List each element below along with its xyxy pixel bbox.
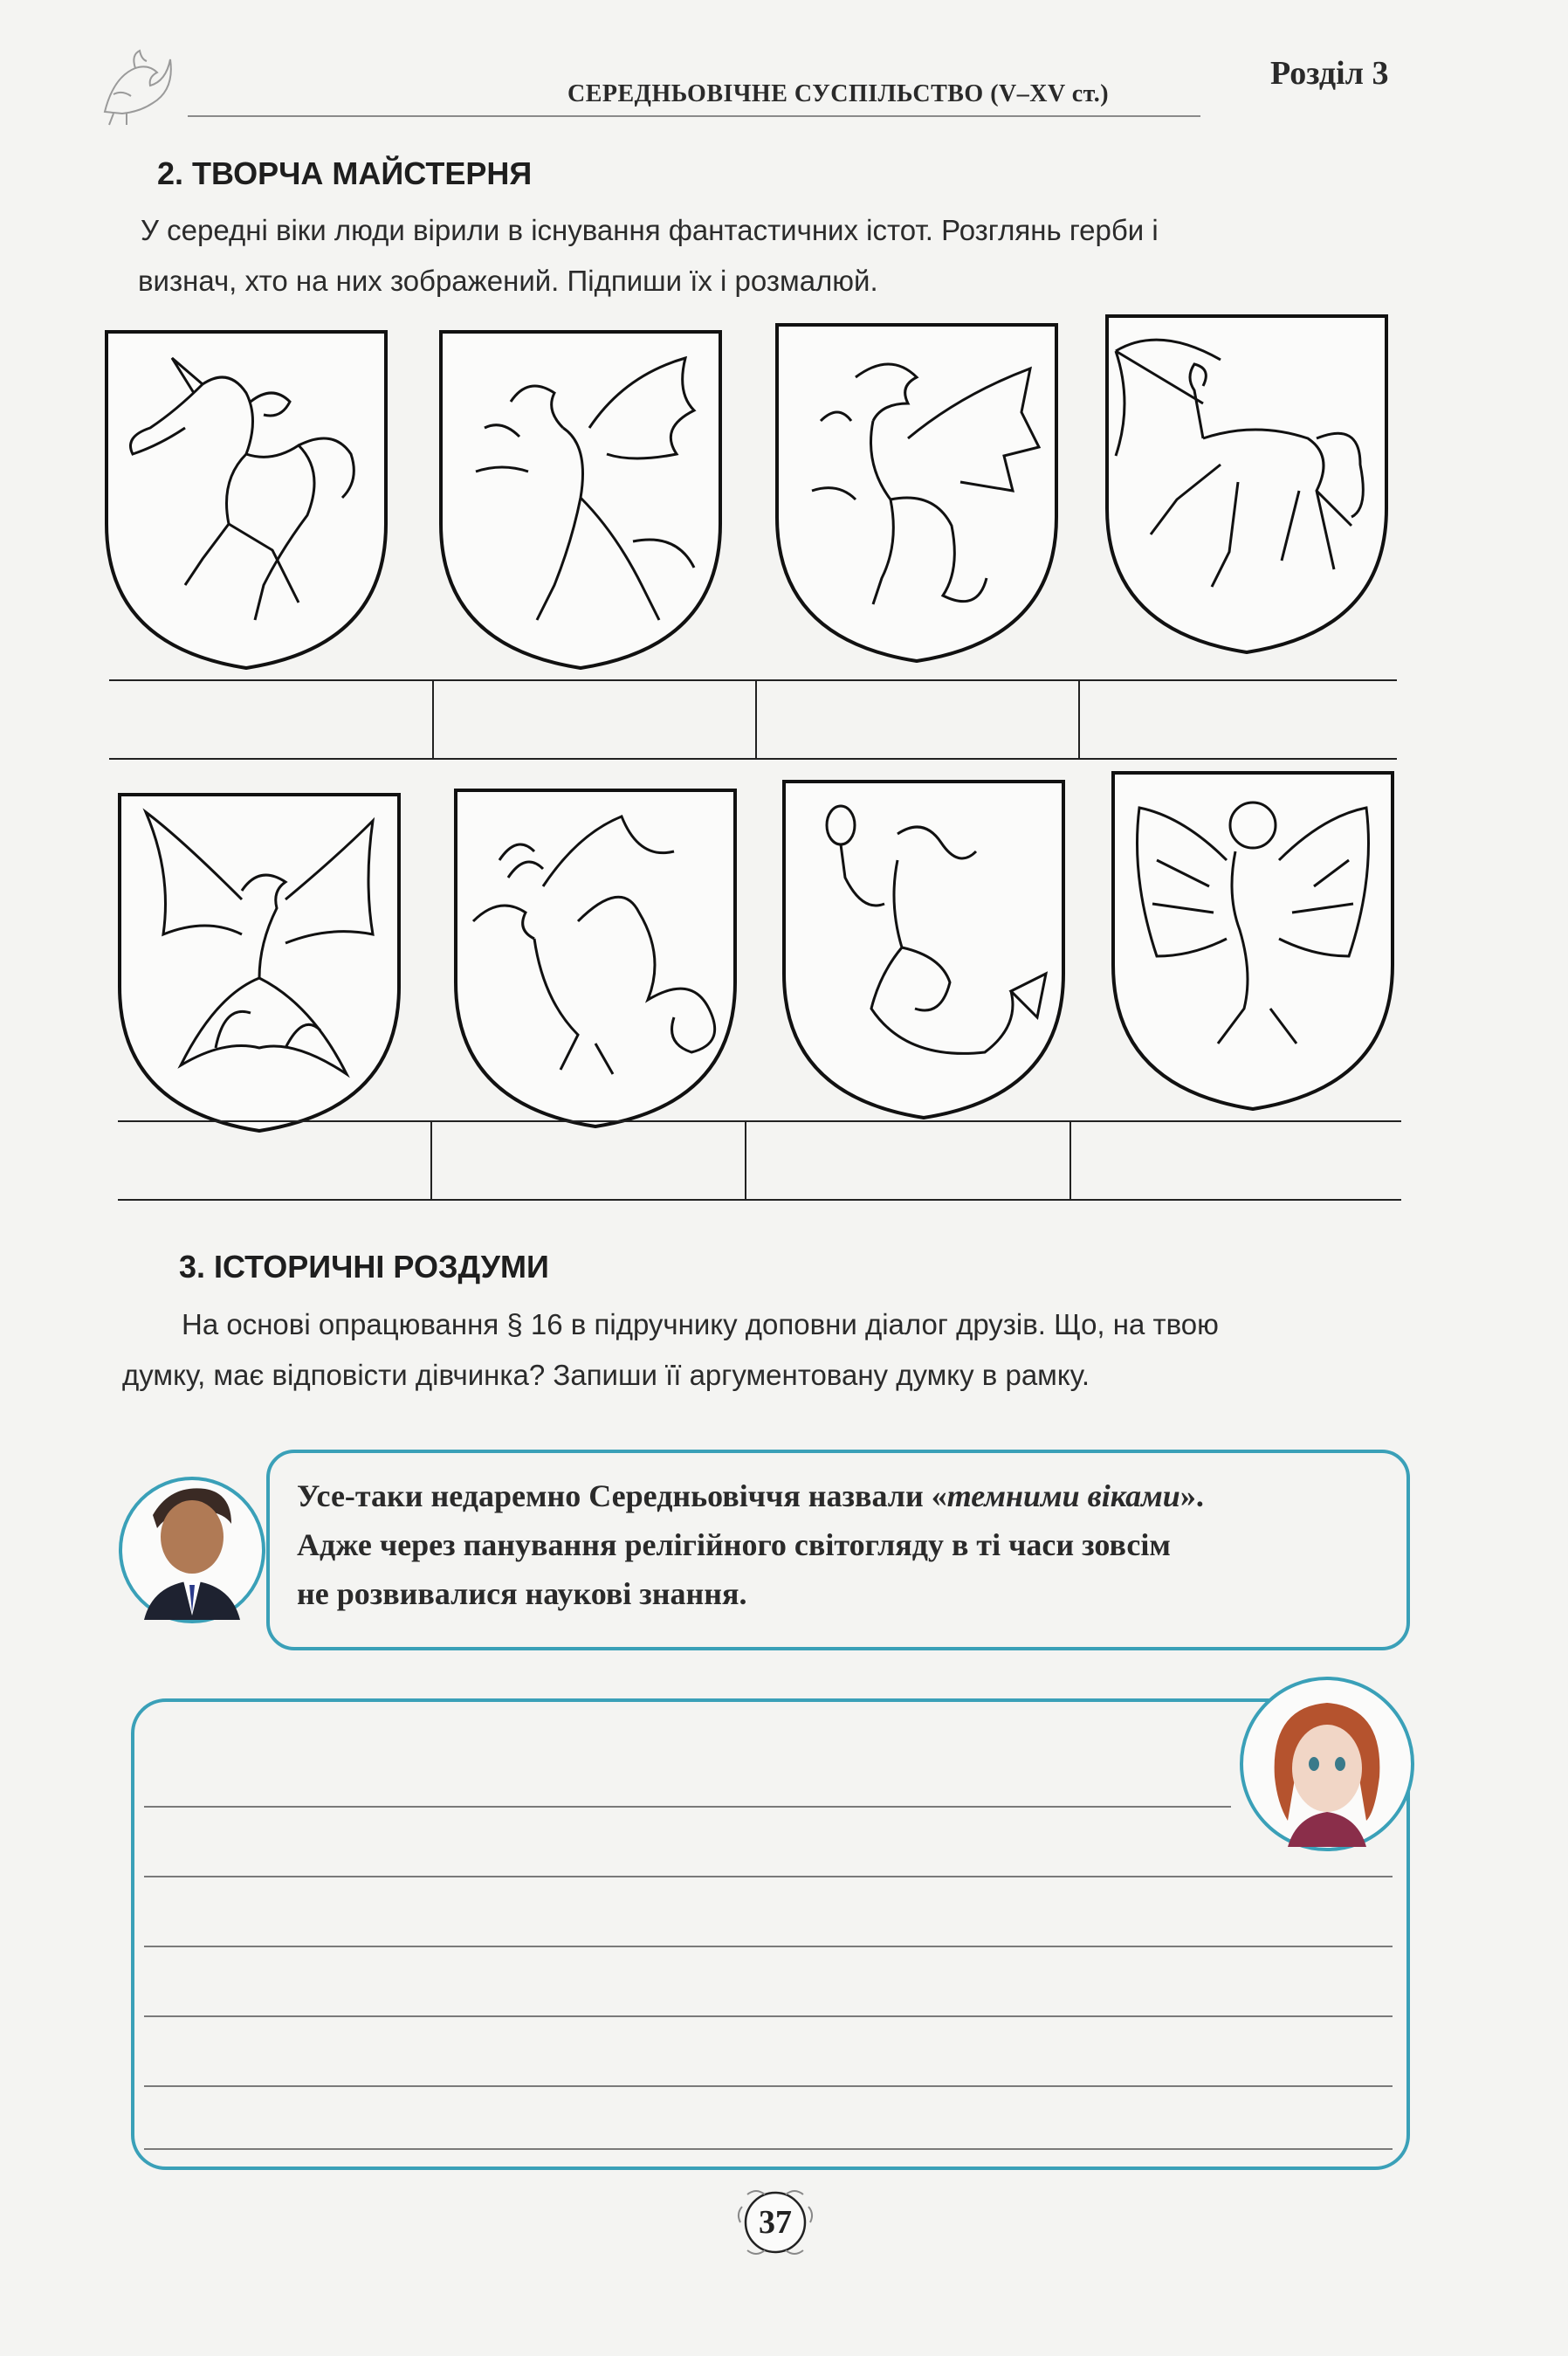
chapter-label: Розділ 3 bbox=[1270, 55, 1389, 92]
speech-text-part: Усе-таки недаремно Середньовіччя назвали « bbox=[297, 1478, 947, 1513]
coat-of-arms-griffin bbox=[432, 323, 729, 672]
label-field[interactable] bbox=[1078, 681, 1399, 758]
phoenix-icon bbox=[111, 786, 408, 1135]
answer-line[interactable] bbox=[144, 1876, 1393, 1877]
unicorn-icon bbox=[98, 323, 395, 672]
harpy-icon bbox=[1104, 764, 1401, 1113]
label-field[interactable] bbox=[745, 1122, 1071, 1199]
running-head: СЕРЕДНЬОВІЧНЕ СУСПІЛЬСТВО (V–XV ст.) bbox=[567, 80, 1110, 107]
section-2-instructions bbox=[135, 205, 1419, 307]
label-field[interactable] bbox=[430, 1122, 746, 1199]
label-field[interactable] bbox=[118, 1122, 430, 1199]
speech-emphasis: темними віками bbox=[946, 1478, 1180, 1513]
section-2-title: 2. ТВОРЧА МАЙСТЕРНЯ bbox=[157, 155, 533, 191]
label-field[interactable] bbox=[109, 681, 434, 758]
section-2-text-line: У середні віки люди вірили в існування фантастичних істот. Розглянь герби і bbox=[141, 214, 1159, 246]
page-number-badge bbox=[732, 2179, 819, 2266]
speech-line-1 bbox=[297, 1471, 1423, 1520]
label-field[interactable] bbox=[755, 681, 1080, 758]
section-3-text-line: думку, має відповісти дівчинка? Запиши її аргументовану думку в рамку. bbox=[122, 1359, 1090, 1391]
label-field[interactable] bbox=[432, 681, 757, 758]
section-3-title: 3. ІСТОРИЧНІ РОЗДУМИ bbox=[179, 1249, 549, 1285]
coat-of-arms-harpy bbox=[1104, 764, 1401, 1113]
dragon-icon bbox=[768, 316, 1065, 665]
basilisk-icon bbox=[447, 782, 744, 1131]
coat-of-arms-mermaid bbox=[775, 773, 1072, 1122]
section-3-instructions bbox=[122, 1299, 1414, 1401]
coat-of-arms-centaur bbox=[1098, 307, 1395, 657]
answer-line[interactable] bbox=[144, 1806, 1231, 1808]
label-field[interactable] bbox=[1069, 1122, 1403, 1199]
speech-line-3: не розвивалися наукові знання. bbox=[297, 1576, 747, 1611]
page-number: 37 bbox=[759, 2204, 792, 2241]
answer-line[interactable] bbox=[144, 1946, 1393, 1947]
section-2-text-line: визнач, хто на них зображений. Підпиши їх і розмалюй. bbox=[138, 265, 878, 297]
mermaid-icon bbox=[775, 773, 1072, 1122]
coat-of-arms-unicorn bbox=[98, 323, 395, 672]
coat-of-arms-basilisk bbox=[447, 782, 744, 1131]
girl-avatar bbox=[1235, 1672, 1419, 1856]
griffin-logo-icon bbox=[87, 42, 183, 129]
answer-line[interactable] bbox=[144, 2085, 1393, 2087]
labels-row-1 bbox=[109, 679, 1397, 760]
centaur-icon bbox=[1098, 307, 1395, 657]
labels-row-2 bbox=[118, 1120, 1401, 1201]
coat-of-arms-dragon bbox=[768, 316, 1065, 665]
header-divider bbox=[188, 115, 1200, 117]
answer-line[interactable] bbox=[144, 2148, 1393, 2150]
boy-speech-text bbox=[297, 1471, 1423, 1618]
answer-line[interactable] bbox=[144, 2015, 1393, 2017]
answer-frame[interactable] bbox=[131, 1698, 1410, 2170]
boy-avatar bbox=[118, 1463, 266, 1637]
speech-line-2: Адже через панування релігійного світогляду в ті часи зовсім bbox=[297, 1527, 1171, 1562]
griffin-icon bbox=[432, 323, 729, 672]
speech-text-part: ». bbox=[1179, 1478, 1204, 1513]
section-3-text-line: На основі опрацювання § 16 в підручнику доповни діалог друзів. Що, на твою bbox=[182, 1308, 1219, 1340]
coat-of-arms-phoenix bbox=[111, 786, 408, 1135]
